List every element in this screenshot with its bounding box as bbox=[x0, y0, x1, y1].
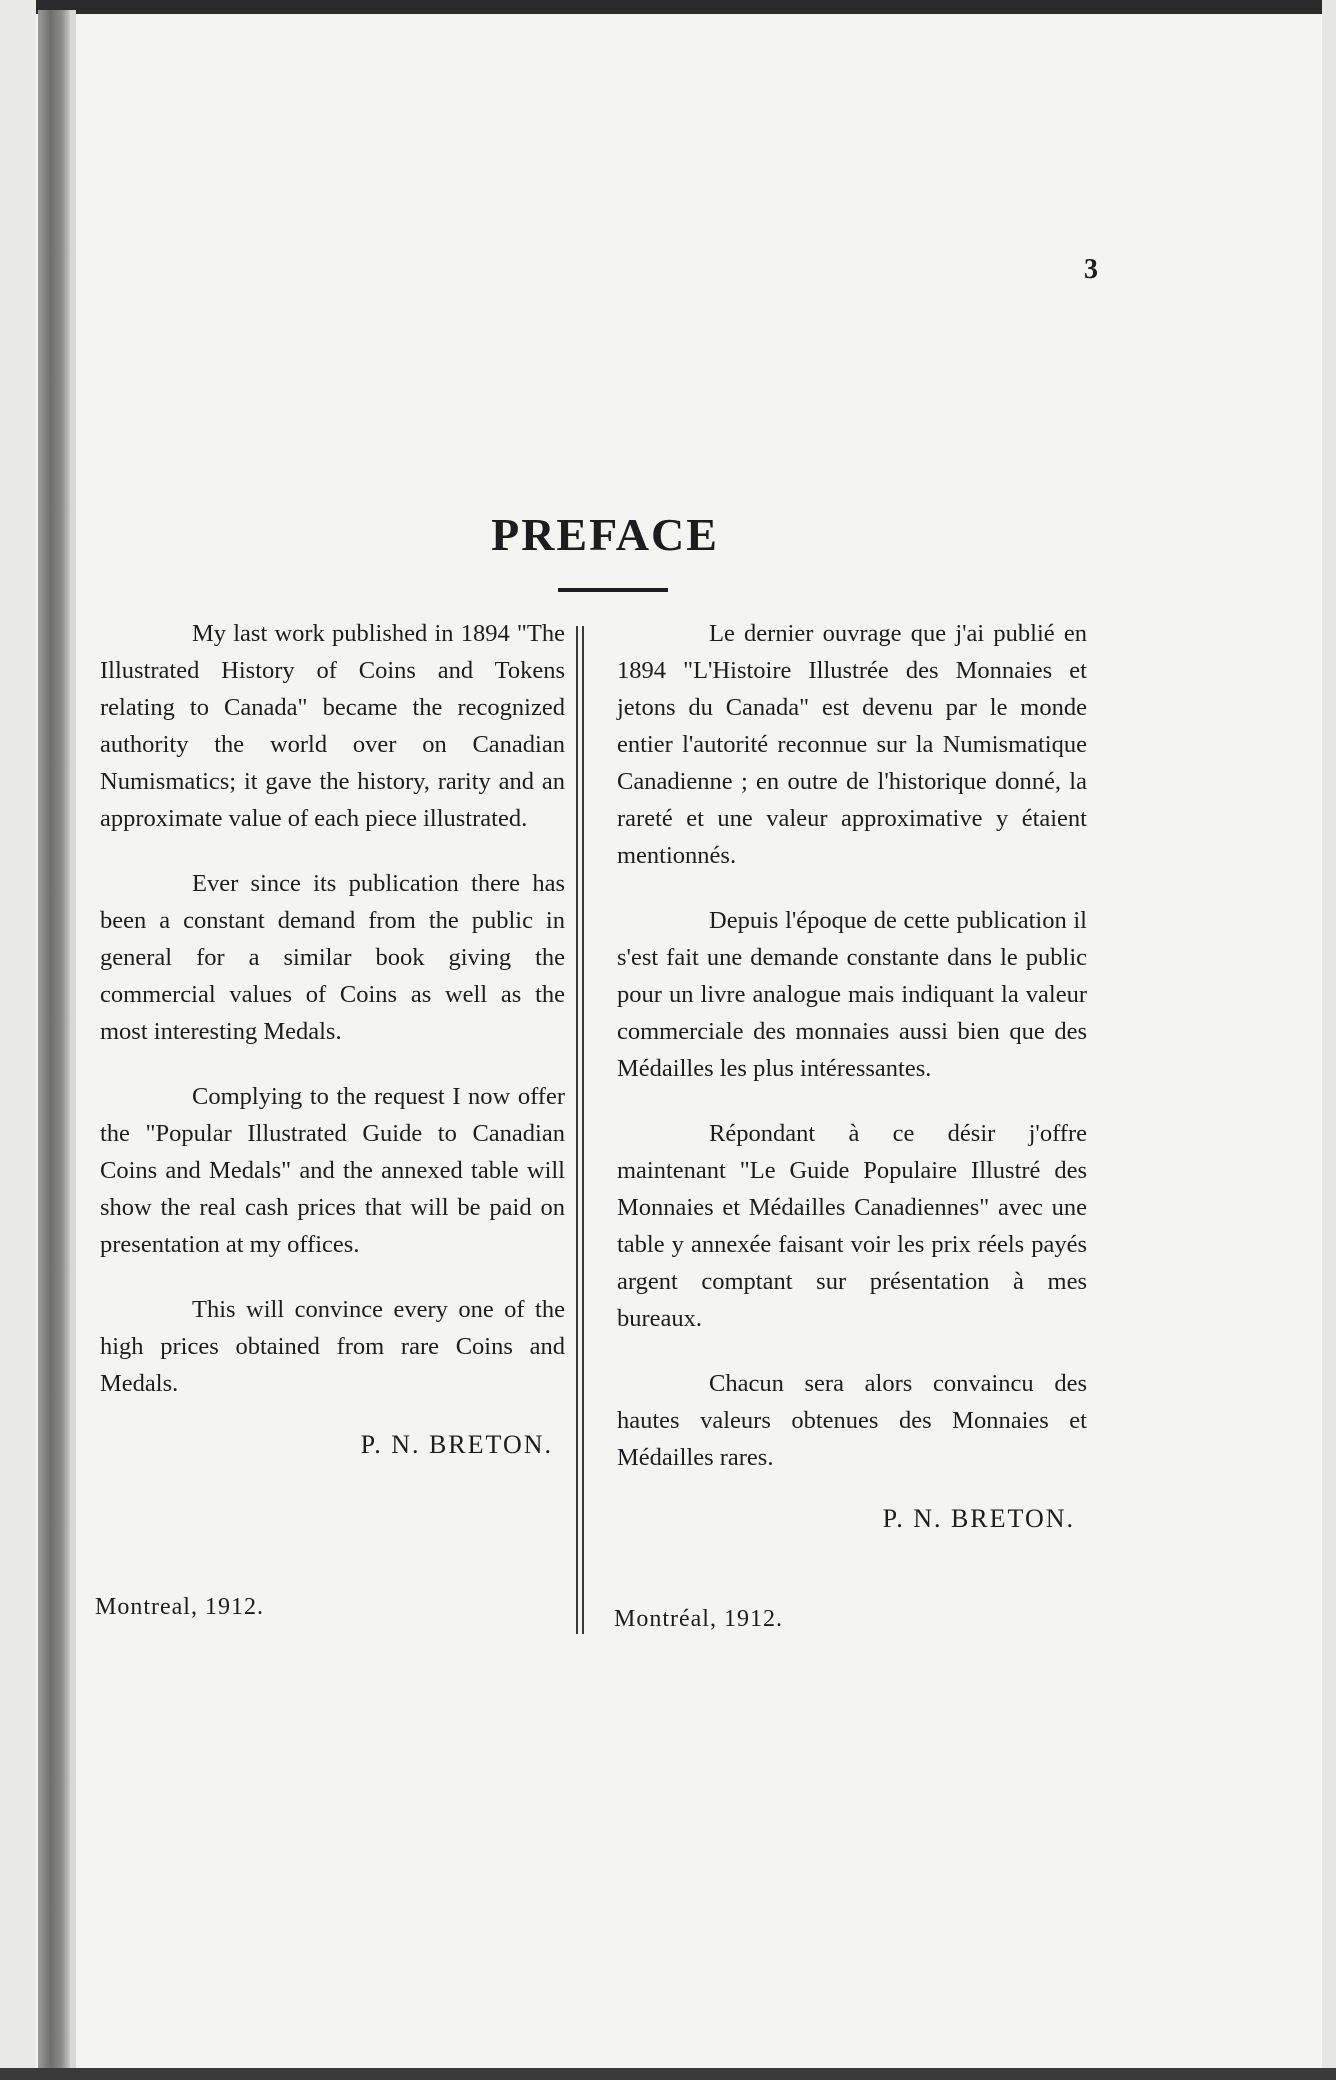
french-paragraph: Depuis l'époque de cette publication il s'est fait une demande constante dans le public pour un livre analogue mais indiquant la valeur commerciale des monnaies aussi bien que des Médailles les plus intéressantes. bbox=[617, 907, 1087, 1082]
english-signature: P. N. BRETON. bbox=[360, 1430, 553, 1459]
page-edge bbox=[70, 10, 76, 2072]
scan-margin-right bbox=[1322, 0, 1336, 2080]
page-title: PREFACE bbox=[491, 509, 719, 560]
french-signature: P. N. BRETON. bbox=[882, 1504, 1075, 1533]
english-column bbox=[100, 615, 565, 1460]
scan-margin-left bbox=[0, 0, 36, 2080]
scan-border-top bbox=[0, 0, 1336, 14]
english-paragraph: Ever since its publication there has been a constant demand from the public in general for a similar book giving the commercial values of Coins as well as the most interesting Medals. bbox=[100, 870, 565, 1045]
column-divider bbox=[576, 626, 586, 1634]
french-column bbox=[617, 615, 1087, 1534]
french-paragraph: Le dernier ouvrage que j'ai publié en 1894 "L'Histoire Illustrée des Monnaies et jetons du Canada" est devenu par le monde entier l'autorité reconnue sur la Numismatique Canadienne ; en outre de l'historique donné, la rareté et une valeur approximative y étaient mentionnés. bbox=[617, 620, 1087, 869]
english-paragraph: Complying to the request I now offer the "Popular Illustrated Guide to Canadian Coins and Medals" and the annexed table will show the real cash prices that will be paid on presentation at my offices. bbox=[100, 1083, 565, 1258]
french-dateline: Montréal, 1912. bbox=[614, 1606, 783, 1632]
scan-border-bottom bbox=[0, 2068, 1336, 2080]
english-paragraph: My last work published in 1894 "The Illustrated History of Coins and Tokens relating to Canada" became the recognized authority the world over on Canadian Numismatics; it gave the history, rarity and an approximate value of each piece illustrated. bbox=[100, 620, 565, 832]
book-spine-shadow bbox=[38, 10, 70, 2072]
title-underline bbox=[558, 588, 668, 592]
english-paragraph: This will convince every one of the high prices obtained from rare Coins and Medals. bbox=[100, 1296, 565, 1397]
english-dateline: Montreal, 1912. bbox=[95, 1594, 264, 1620]
page-number: 3 bbox=[1084, 254, 1098, 285]
french-paragraph: Chacun sera alors convaincu des hautes valeurs obtenues des Monnaies et Médailles rares. bbox=[617, 1370, 1087, 1471]
french-paragraph: Répondant à ce désir j'offre maintenant "Le Guide Populaire Illustré des Monnaies et Médailles Canadiennes" avec une table y annexée faisant voir les prix réels payés argent comptant sur présentation à mes bureaux. bbox=[617, 1120, 1087, 1332]
